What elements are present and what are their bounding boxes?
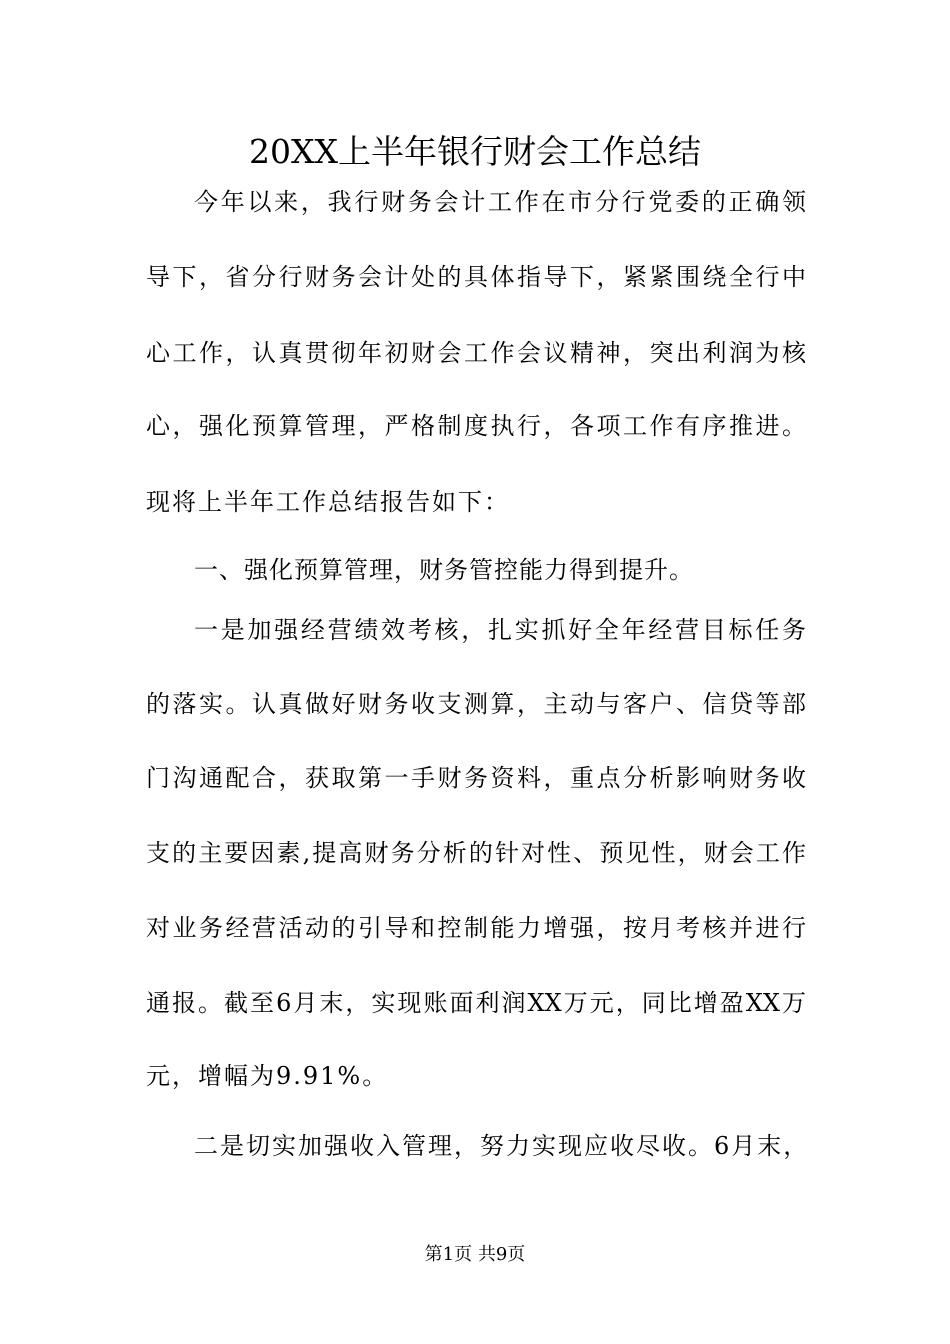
document-title: 20XX上半年银行财会工作总结	[249, 132, 701, 171]
paragraph-line: 一是加强经营绩效考核，扎实抓好全年经营目标任务	[194, 616, 806, 644]
paragraph-line: 二是切实加强收入管理，努力实现应收尽收。6月末，	[194, 1132, 810, 1160]
paragraph-line: 门沟通配合，获取第一手财务资料，重点分析影响财务收	[146, 764, 806, 792]
paragraph-line: 心，强化预算管理，严格制度执行，各项工作有序推进。	[146, 412, 806, 440]
section-heading: 一、强化预算管理，财务管控能力得到提升。	[194, 556, 694, 584]
paragraph-line: 心工作，认真贯彻年初财会工作会议精神，突出利润为核	[146, 339, 806, 367]
paragraph-line: 导下，省分行财务会计处的具体指导下，紧紧围绕全行中	[146, 263, 806, 291]
paragraph-line: 元，增幅为9.91%。	[146, 1062, 389, 1090]
paragraph-line: 今年以来，我行财务会计工作在市分行党委的正确领	[194, 188, 806, 216]
paragraph-line: 对业务经营活动的引导和控制能力增强，按月考核并进行	[146, 914, 806, 942]
page-footer: 第1页 共9页	[424, 1244, 526, 1265]
paragraph-line: 支的主要因素,提高财务分析的针对性、预见性，财会工作	[146, 839, 806, 867]
paragraph-line: 通报。截至6月末，实现账面利润XX万元，同比增盈XX万	[146, 989, 806, 1017]
paragraph-line: 现将上半年工作总结报告如下：	[146, 488, 510, 516]
paragraph-line: 的落实。认真做好财务收支测算，主动与客户、信贷等部	[146, 690, 806, 718]
